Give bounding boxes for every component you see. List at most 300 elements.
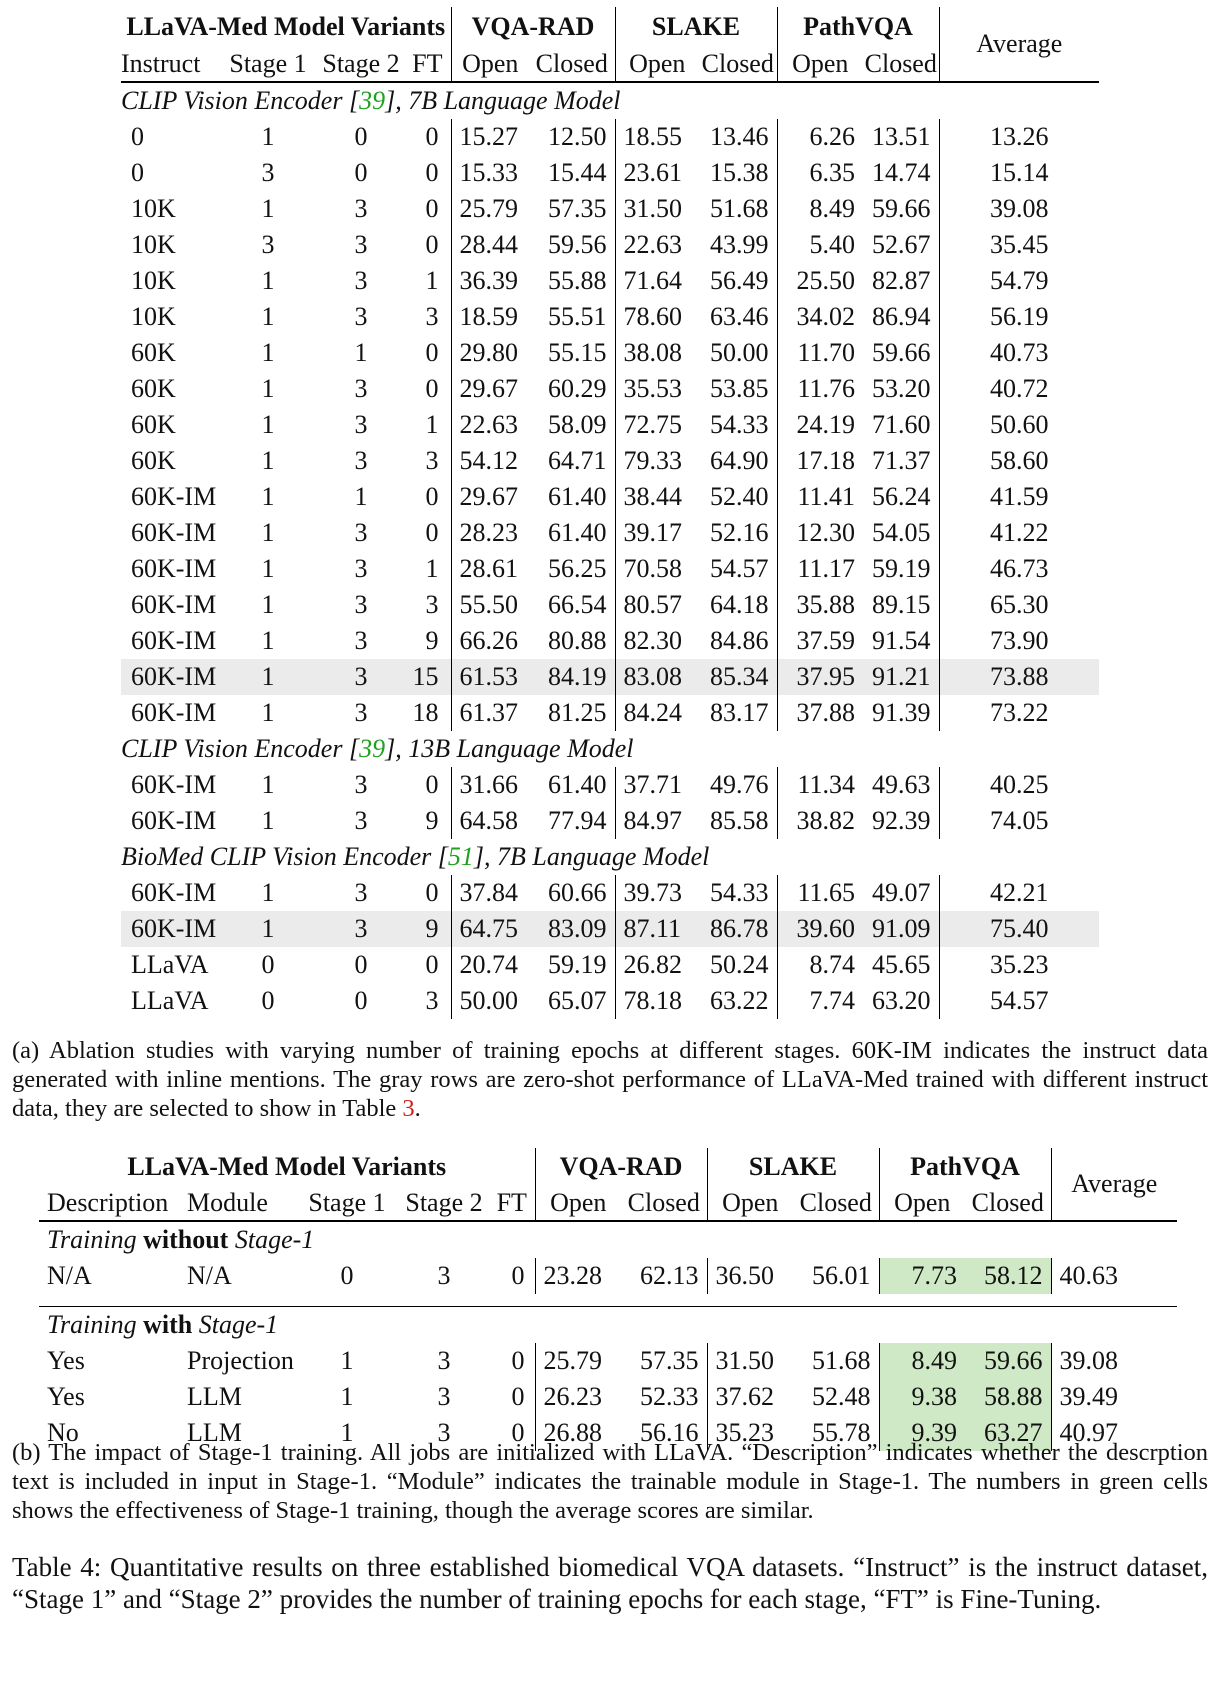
header-closed: Closed <box>529 47 615 82</box>
table-cell: LLM <box>187 1418 242 1447</box>
table-cell: 22.63 <box>459 410 518 439</box>
table-row <box>121 263 1099 299</box>
table-row <box>121 695 1099 731</box>
table-cell: 78.18 <box>623 986 682 1015</box>
table-cell: 35.45 <box>990 230 1049 259</box>
citation-link[interactable]: 51 <box>447 842 474 871</box>
table-cell: 0 <box>411 767 451 803</box>
table-cell: 1 <box>261 590 275 619</box>
table-cell: 73.22 <box>990 698 1049 727</box>
table-cell: 39.73 <box>623 878 682 907</box>
table-cell: 61.40 <box>529 515 615 551</box>
table-cell: N/A <box>47 1261 92 1290</box>
table-cell: 3 <box>437 1346 451 1375</box>
table-cell: 55.51 <box>529 299 615 335</box>
table-cell: 11.76 <box>797 374 855 403</box>
table-cell: 0 <box>261 986 275 1015</box>
table-cell: 23.61 <box>623 158 682 187</box>
table-cell: 64.90 <box>699 443 777 479</box>
header-pathvqa: PathVQA <box>777 7 939 47</box>
table-cell: 3 <box>354 770 368 799</box>
table-cell: 74.05 <box>990 806 1049 835</box>
table-cell-green: 9.39 <box>879 1415 965 1451</box>
header-description: Description <box>39 1186 179 1221</box>
table-cell: 10K <box>131 302 176 331</box>
section-header <box>121 82 1099 119</box>
table-cell: 59.19 <box>529 947 615 983</box>
table-cell: 39.17 <box>623 518 682 547</box>
table-b-sub-header-row <box>39 1186 1177 1221</box>
divider-line <box>39 1294 1177 1307</box>
table-cell: Yes <box>47 1346 85 1375</box>
table-cell: 26.88 <box>543 1418 602 1447</box>
section-label-text: Stage-1 <box>198 1310 279 1339</box>
table-cell: 31.50 <box>623 194 682 223</box>
header-open: Open <box>879 1186 965 1221</box>
table-cell: 60K <box>131 446 176 475</box>
table-cell: 53.85 <box>699 371 777 407</box>
table-cell: 1 <box>261 878 275 907</box>
table-cell: 24.19 <box>796 410 855 439</box>
table-cell: 1 <box>261 374 275 403</box>
table-row <box>121 623 1099 659</box>
table-cell: 55.50 <box>459 590 518 619</box>
table-cell: 3 <box>354 878 368 907</box>
citation-link[interactable]: 39 <box>359 86 386 115</box>
table-cell: 1 <box>261 806 275 835</box>
table-cell: 3 <box>354 302 368 331</box>
table-row <box>121 983 1099 1019</box>
table-row <box>121 407 1099 443</box>
table-cell: 1 <box>340 1382 354 1411</box>
table-cell: 28.61 <box>459 554 518 583</box>
table-cell: 62.13 <box>621 1258 707 1294</box>
table-cell: 83.08 <box>615 659 699 695</box>
table-cell: 40.25 <box>990 770 1049 799</box>
table-cell: 41.59 <box>990 482 1049 511</box>
table-cell: 3 <box>437 1382 451 1411</box>
table-cell: 1 <box>261 302 275 331</box>
caption-a-end: . <box>414 1095 421 1122</box>
table-cell: 1 <box>411 263 451 299</box>
table-cell: 83.09 <box>529 911 615 947</box>
table-cell: 60K <box>131 374 176 403</box>
table-cell: 60K-IM <box>121 911 225 947</box>
table-cell: 3 <box>411 299 451 335</box>
table-cell: 56.25 <box>529 551 615 587</box>
table-cell: 61.53 <box>451 659 529 695</box>
table-cell: 11.41 <box>797 482 855 511</box>
table-cell: 0 <box>261 950 275 979</box>
table-cell: 39.49 <box>1059 1382 1118 1411</box>
table-cell: LLM <box>187 1382 242 1411</box>
table-cell: 35.23 <box>715 1418 774 1447</box>
table-cell: 60K-IM <box>131 590 217 619</box>
table-cell: 1 <box>340 1418 354 1447</box>
table-cell: 71.37 <box>863 443 939 479</box>
table-cell: 54.12 <box>459 446 518 475</box>
header-instruct: Instruct <box>121 47 225 82</box>
table-cell: 1 <box>261 554 275 583</box>
table-cell: 56.49 <box>699 263 777 299</box>
table-cell: 60K-IM <box>131 626 217 655</box>
table-cell: 54.79 <box>990 266 1049 295</box>
table-cell: 92.39 <box>863 803 939 839</box>
table-cell: 37.95 <box>777 659 863 695</box>
table-cell: 3 <box>311 911 411 947</box>
table-row <box>39 1258 1177 1294</box>
table-cell: 56.24 <box>863 479 939 515</box>
table-row <box>121 155 1099 191</box>
header-stage2: Stage 2 <box>311 47 411 82</box>
table-cell: 65.07 <box>529 983 615 1019</box>
table-cell: 57.35 <box>529 191 615 227</box>
table-cell: 63.20 <box>863 983 939 1019</box>
table-cell: 3 <box>261 230 275 259</box>
table-cell: 63.46 <box>699 299 777 335</box>
table-cell: 3 <box>354 626 368 655</box>
table-cell: 3 <box>411 983 451 1019</box>
table-cell: 0 <box>354 986 368 1015</box>
table-cell: 54.33 <box>699 407 777 443</box>
ablation-table-a <box>121 7 1099 1019</box>
table-cell: 10K <box>131 194 176 223</box>
table-cell: 3 <box>354 374 368 403</box>
table-cell: 35.88 <box>796 590 855 619</box>
header-open: Open <box>707 1186 793 1221</box>
table-cell: 8.74 <box>809 950 855 979</box>
section-label-text: Training <box>47 1310 137 1339</box>
table-cell: 52.67 <box>863 227 939 263</box>
table-cell: 26.82 <box>623 950 682 979</box>
table-cell: 42.21 <box>990 878 1049 907</box>
table-cell: 78.60 <box>623 302 682 331</box>
table-row <box>39 1343 1177 1379</box>
table-cell: 70.58 <box>623 554 682 583</box>
table-cell: 35.53 <box>623 374 682 403</box>
table-cell: 63.22 <box>699 983 777 1019</box>
table-cell: 3 <box>354 194 368 223</box>
table-cell: 50.00 <box>699 335 777 371</box>
table-cell: 71.64 <box>623 266 682 295</box>
table-row-highlighted <box>121 659 1099 695</box>
header-closed: Closed <box>793 1186 879 1221</box>
table-cell: 1 <box>261 770 275 799</box>
table-cell: 1 <box>261 338 275 367</box>
section-label <box>39 1307 1177 1344</box>
table-cell: 56.16 <box>621 1415 707 1451</box>
table-cell: 1 <box>354 482 368 511</box>
table-a-group-header-row <box>121 7 1099 47</box>
table-cell: 3 <box>261 158 275 187</box>
table-cell: 87.11 <box>615 911 699 947</box>
table-cell: 37.84 <box>459 878 518 907</box>
table-cell: 3 <box>437 1418 451 1447</box>
table-cell: 3 <box>354 698 368 727</box>
table-cell: 0 <box>411 371 451 407</box>
table-cell: 77.94 <box>529 803 615 839</box>
table-cell: 29.67 <box>459 374 518 403</box>
table-cell: 1 <box>261 266 275 295</box>
section-label-text: CLIP Vision Encoder [ <box>121 86 360 115</box>
table-cell: 3 <box>354 518 368 547</box>
table-cell: 60K-IM <box>121 659 225 695</box>
header-pathvqa: PathVQA <box>879 1148 1051 1186</box>
table-cell: 40.73 <box>990 338 1049 367</box>
section-label-text: CLIP Vision Encoder [ <box>121 734 360 763</box>
table-cell: 84.86 <box>699 623 777 659</box>
table-cell: 81.25 <box>529 695 615 731</box>
table-row <box>121 191 1099 227</box>
table-cell-green: 7.73 <box>879 1258 965 1294</box>
table-row <box>121 803 1099 839</box>
table-cell: 15.27 <box>459 122 518 151</box>
header-slake: SLAKE <box>615 7 777 47</box>
table-cell: 40.63 <box>1059 1261 1118 1290</box>
table-cell: 65.30 <box>990 590 1049 619</box>
table-cell: 86.94 <box>863 299 939 335</box>
caption-a-text: (a) Ablation studies with varying number of training epochs at different stages. 60K-IM indicates the instruct data generated with inline mentions. The gray rows are zero-shot performance of LLaVA-Med trained with different instruct data, they are selected to show in Table <box>12 1037 1208 1122</box>
table-cell: 1 <box>354 338 368 367</box>
table-row <box>121 443 1099 479</box>
table-cell: 3 <box>354 266 368 295</box>
section-label-text: Stage-1 <box>234 1225 315 1254</box>
table-cell: 85.58 <box>699 803 777 839</box>
table-cell: 14.74 <box>863 155 939 191</box>
table-cell: 91.09 <box>863 911 939 947</box>
header-average: Average <box>939 7 1099 82</box>
table-cell: 1 <box>340 1346 354 1375</box>
table-row <box>121 551 1099 587</box>
table-cell: 0 <box>411 227 451 263</box>
table-cell: 0 <box>411 479 451 515</box>
table-cell: N/A <box>187 1261 232 1290</box>
table-cell: 1 <box>411 551 451 587</box>
table-cell: 55.78 <box>793 1415 879 1451</box>
table-cell: 71.60 <box>863 407 939 443</box>
table-cell: 0 <box>489 1415 535 1451</box>
table-cell: 6.35 <box>809 158 855 187</box>
table-cell: 13.46 <box>699 119 777 155</box>
table-cell: 13.26 <box>990 122 1049 151</box>
table-cell: 80.88 <box>529 623 615 659</box>
table-cell: 36.50 <box>715 1261 774 1290</box>
table-cell: 12.50 <box>529 119 615 155</box>
header-open: Open <box>777 47 863 82</box>
table-cell: 11.34 <box>797 770 855 799</box>
table-cell: 1 <box>261 194 275 223</box>
table-row <box>121 515 1099 551</box>
table-cell-green: 58.88 <box>965 1379 1051 1415</box>
table-cell: 9 <box>411 803 451 839</box>
table-cell: 52.16 <box>699 515 777 551</box>
table-cell: 15.38 <box>699 155 777 191</box>
table-cell: 0 <box>489 1258 535 1294</box>
section-label-text: ], 13B Language Model <box>385 734 634 763</box>
table-cell: 25.79 <box>543 1346 602 1375</box>
table-cell: 54.57 <box>990 986 1049 1015</box>
table-cell-green: 8.49 <box>879 1343 965 1379</box>
table-cell: 54.33 <box>699 875 777 911</box>
table-cell: 80.57 <box>623 590 682 619</box>
table-cell: 91.39 <box>863 695 939 731</box>
table-cell: 84.19 <box>529 659 615 695</box>
citation-link[interactable]: 39 <box>359 734 386 763</box>
header-closed: Closed <box>699 47 777 82</box>
table-cell: 38.82 <box>796 806 855 835</box>
table-row <box>121 227 1099 263</box>
table-row <box>121 875 1099 911</box>
section-header <box>39 1307 1177 1344</box>
header-stage2: Stage 2 <box>399 1186 489 1221</box>
table-cell: 1 <box>261 410 275 439</box>
table-cell: 15 <box>411 659 451 695</box>
table-cell: 59.66 <box>863 335 939 371</box>
table-cell: 7.74 <box>809 986 855 1015</box>
table-cell: 11.17 <box>797 554 855 583</box>
section-header <box>121 731 1099 767</box>
table-cell: 34.02 <box>796 302 855 331</box>
table-cell: 1 <box>225 659 311 695</box>
table-cell: 82.30 <box>623 626 682 655</box>
table-cell: 52.33 <box>621 1379 707 1415</box>
table-cell: 56.01 <box>793 1258 879 1294</box>
table-cell: 15.14 <box>990 158 1049 187</box>
table-row <box>121 371 1099 407</box>
table-cell: 3 <box>411 443 451 479</box>
table-cell: 60K-IM <box>131 554 217 583</box>
table-cell: 49.63 <box>863 767 939 803</box>
section-label-text: ], 7B Language Model <box>385 86 621 115</box>
table-cell: 29.80 <box>459 338 518 367</box>
table-cell: 54.57 <box>699 551 777 587</box>
table-cell: 31.50 <box>715 1346 774 1375</box>
section-label <box>121 82 1099 119</box>
table-cell: 82.87 <box>863 263 939 299</box>
table-cell: 61.37 <box>459 698 518 727</box>
table-cell: 66.26 <box>459 626 518 655</box>
table-cell: 50.24 <box>699 947 777 983</box>
table-cell: 49.76 <box>699 767 777 803</box>
table-cell: 91.21 <box>863 659 939 695</box>
table-cell: 0 <box>489 1379 535 1415</box>
table-cell: 3 <box>354 230 368 259</box>
header-average: Average <box>1051 1148 1177 1221</box>
section-header <box>121 839 1099 875</box>
table-cell: 0 <box>411 875 451 911</box>
header-stage1: Stage 1 <box>295 1186 399 1221</box>
header-stage1: Stage 1 <box>225 47 311 82</box>
header-closed: Closed <box>621 1186 707 1221</box>
table-cell: 0 <box>411 515 451 551</box>
caption-b: (b) The impact of Stage-1 training. All jobs are initialized with LLaVA. “Description” indicates whether the descrption text is included in input in Stage-1. “Module” indicates the trainable module in Stage-1. The numbers in green cells shows the effectiveness of Stage-1 training, though the average scores are similar. <box>12 1439 1208 1524</box>
table-cell: 40.72 <box>990 374 1049 403</box>
table-cell: 59.66 <box>863 191 939 227</box>
table-a-body <box>121 82 1099 1019</box>
table-cell: 56.19 <box>990 302 1049 331</box>
header-ft: FT <box>411 47 451 82</box>
section-header <box>39 1221 1177 1258</box>
table-cell: No <box>47 1418 79 1447</box>
table-row <box>121 947 1099 983</box>
table-cell: 46.73 <box>990 554 1049 583</box>
table-cell: 83.17 <box>699 695 777 731</box>
table-cell: 60K <box>131 338 176 367</box>
header-closed: Closed <box>965 1186 1051 1221</box>
table-cell: 35.23 <box>990 950 1049 979</box>
header-open: Open <box>451 47 529 82</box>
section-label-emphasis: with <box>143 1310 193 1339</box>
table-cell: 55.88 <box>529 263 615 299</box>
header-vqa-rad: VQA-RAD <box>535 1148 707 1186</box>
table-row <box>121 335 1099 371</box>
table-cell: 5.40 <box>809 230 855 259</box>
table-cell: 61.40 <box>529 479 615 515</box>
stage1-table-b <box>39 1148 1177 1451</box>
table-ref-link[interactable]: 3 <box>402 1095 415 1122</box>
table-cell: 0 <box>411 191 451 227</box>
table-cell: 64.58 <box>459 806 518 835</box>
table-b-body <box>39 1221 1177 1451</box>
table-cell-green: 58.12 <box>965 1258 1051 1294</box>
header-ft: FT <box>489 1186 535 1221</box>
table-cell: 50.00 <box>459 986 518 1015</box>
table-cell: 41.22 <box>990 518 1049 547</box>
table-cell: 11.70 <box>797 338 855 367</box>
table-cell: 3 <box>311 659 411 695</box>
header-vqa-rad: VQA-RAD <box>451 7 615 47</box>
section-label <box>121 731 1099 767</box>
table-cell: 3 <box>354 554 368 583</box>
table-cell: 64.71 <box>529 443 615 479</box>
table-cell-green: 63.27 <box>965 1415 1051 1451</box>
header-module: Module <box>179 1186 295 1221</box>
table-cell: 1 <box>261 482 275 511</box>
table-cell: 84.97 <box>623 806 682 835</box>
table-cell: 58.09 <box>529 407 615 443</box>
table-cell: 28.23 <box>459 518 518 547</box>
table-cell: LLaVA <box>131 950 209 979</box>
table-cell: 0 <box>489 1343 535 1379</box>
table-row <box>121 119 1099 155</box>
table-cell: 84.24 <box>623 698 682 727</box>
table-cell: 64.18 <box>699 587 777 623</box>
table-cell: 50.60 <box>990 410 1049 439</box>
table-cell: 9 <box>411 911 451 947</box>
table-cell: 52.40 <box>699 479 777 515</box>
section-label-text: BioMed CLIP Vision Encoder [ <box>121 842 448 871</box>
table-row <box>121 587 1099 623</box>
table-cell: 53.20 <box>863 371 939 407</box>
section-label-text: ], 7B Language Model <box>473 842 710 871</box>
table-row-highlighted <box>121 911 1099 947</box>
table-cell: 9 <box>411 623 451 659</box>
table-cell: LLaVA <box>131 986 209 1015</box>
table-cell: 51.68 <box>793 1343 879 1379</box>
table-cell: 0 <box>411 155 451 191</box>
table-cell: 0 <box>340 1261 354 1290</box>
table-cell: 61.40 <box>529 767 615 803</box>
table-main-caption: Table 4: Quantitative results on three established biomedical VQA datasets. “Instruct” is the instruct dataset, “Stage 1” and “Stage 2” provides the number of training epochs for each stage, “FT” is Fine-Tuning. <box>12 1552 1208 1614</box>
table-cell: 60K-IM <box>131 698 217 727</box>
table-cell: 25.50 <box>796 266 855 295</box>
table-cell: 17.18 <box>796 446 855 475</box>
table-cell: 72.75 <box>623 410 682 439</box>
table-cell: 51.68 <box>699 191 777 227</box>
caption-a <box>12 1036 1208 1123</box>
table-cell: 28.44 <box>459 230 518 259</box>
table-cell: 60K-IM <box>131 806 217 835</box>
